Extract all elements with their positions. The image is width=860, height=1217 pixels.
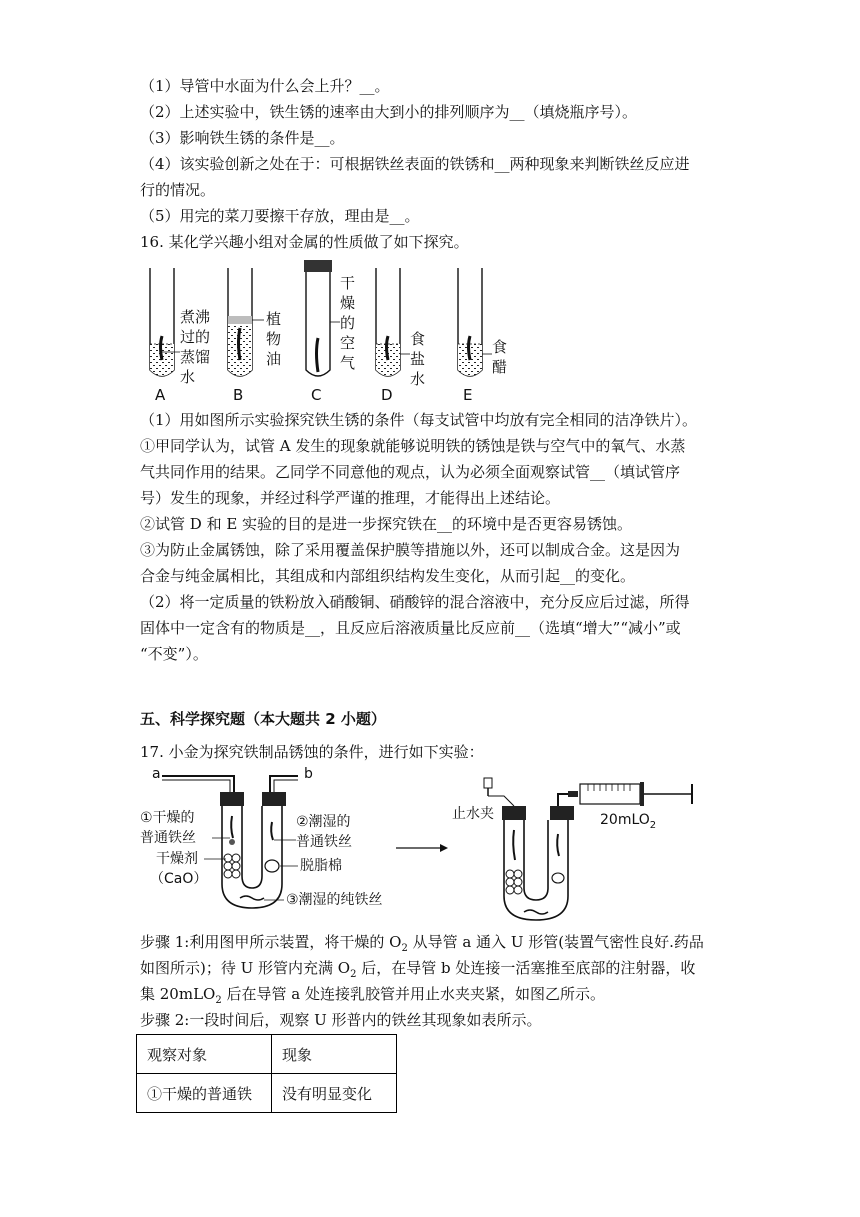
q15-item-3: （3）影响铁生锈的条件是__。 [140,129,345,147]
table-cell-object: ①干燥的普通铁 [137,1074,272,1113]
tube-d-label-2: 盐 [410,350,426,368]
q15-item-4: （4）该实验创新之处在于：可根据铁丝表面的铁锈和__两种现象来判断铁丝反应进 [140,155,690,173]
tube-a-label-4: 水 [180,368,196,386]
tube-d-label-3: 水 [410,370,426,388]
table-cell-phenomenon: 没有明显变化 [272,1074,397,1113]
observation-table [136,1034,397,1113]
tube-b [228,268,281,402]
q16-line-5: ②试管 D 和 E 实验的目的是进一步探究铁在__的环境中是否更容易锈蚀。 [140,515,633,533]
q16-line-4: 号）发生的现象，并经过科学严谨的推理，才能得出上述结论。 [140,489,561,507]
tube-c-label-5: 气 [340,354,356,372]
tube-c-letter: C [311,386,322,402]
q16-title: 16. 某化学兴趣小组对金属的性质做了如下探究。 [140,233,469,251]
tube-d-label-1: 食 [410,330,426,348]
label-pure-iron: ③潮湿的纯铁丝 [286,892,383,908]
tube-b-label-3: 油 [266,350,282,368]
tube-d [376,268,425,402]
tube-c-label-1: 干 [340,274,356,292]
clamp-icon [484,778,492,796]
q16-line-9: 固体中一定含有的物质是__，且反应后溶液质量比反应前__（选填“增大”“减小”或 [140,619,681,637]
tube-a-label-3: 蒸馏 [180,348,211,366]
tube-c [304,260,355,402]
apparatus-a [140,766,383,908]
q16-line-1: （1）用如图所示实验探究铁生锈的条件（每支试管中均放有完全相同的洁净铁片）。 [140,411,698,429]
q17-step1-line-1: 步骤 1:利用图甲所示装置，将干燥的 $O_2$ 从导管 a 通入 U 形管(装置气密性良好.药品 [140,933,704,954]
tube-e-label-2: 醋 [492,358,508,376]
label-a: a [152,766,161,782]
label-syringe: 20mLO$_2$ [600,812,657,831]
q15-item-5: （5）用完的菜刀要擦干存放，理由是__。 [140,207,420,225]
section-heading: 五、科学探究题（本大题共 2 小题） [140,710,386,728]
q16-line-6: ③为防止金属锈蚀，除了采用覆盖保护膜等措施以外，还可以制成合金。这是因为 [140,541,681,559]
table-row [137,1074,397,1113]
q15-item-4-cont: 行的情况。 [140,181,216,199]
table-header-object: 观察对象 [137,1035,272,1074]
q16-line-7: 合金与纯金属相比，其组成和内部组织结构发生变化，从而引起__的变化。 [140,567,636,585]
label-cao: （CaO） [150,871,208,887]
syringe-icon [580,782,692,806]
tube-d-letter: D [381,386,393,402]
tube-b-label-2: 物 [266,330,282,348]
label-dry-iron-2: 普通铁丝 [140,830,196,846]
label-wet-iron-1: ②潮湿的 [296,814,351,830]
tube-b-letter: B [233,386,244,402]
q17-step1-line-3: 集 20mLO$_2$ 后在导管 a 处连接乳胶管并用止水夹夹紧，如图乙所示。 [140,985,605,1006]
tube-e [458,268,507,402]
label-desiccant: 干燥剂 [156,851,198,867]
table-header-row [137,1035,397,1074]
q16-line-2: ①甲同学认为，试管 A 发生的现象就能够说明铁的锈蚀是铁与空气中的氧气、水蒸 [140,437,686,455]
tube-e-letter: E [463,386,473,402]
tube-a-label-1: 煮沸 [180,308,211,326]
q16-line-10: “不变”）。 [140,645,208,663]
tube-e-label-1: 食 [492,338,508,356]
label-wet-iron-2: 普通铁丝 [296,834,352,850]
tube-c-label-2: 燥 [340,294,356,312]
q17-step2: 步骤 2:一段时间后，观察 U 形普内的铁丝其现象如表所示。 [140,1011,542,1029]
q15-item-1: （1）导管中水面为什么会上升？__。 [140,77,390,95]
q15-item-2: （2）上述实验中，铁生锈的速率由大到小的排列顺序为__（填烧瓶序号）。 [140,103,638,121]
tube-c-label-4: 空 [340,334,356,352]
q16-test-tube-figure [140,256,530,402]
q17-title: 17. 小金为探究铁制品锈蚀的条件，进行如下实验： [140,743,484,761]
tube-b-label-1: 植 [266,310,282,328]
q17-u-tube-figure [140,766,710,926]
apparatus-b [452,778,692,920]
label-dry-iron-1: ①干燥的 [140,810,195,826]
table-header-phenomenon: 现象 [272,1035,397,1074]
tube-a [150,268,210,402]
tube-a-letter: A [155,386,166,402]
q16-line-8: （2）将一定质量的铁粉放入硝酸铜、硝酸锌的混合溶液中，充分反应后过滤，所得 [140,593,690,611]
q16-line-3: 气共同作用的结果。乙同学不同意他的观点，认为必须全面观察试管__（填试管序 [140,463,681,481]
label-clamp: 止水夹 [452,806,494,822]
tube-c-label-3: 的 [340,314,356,332]
arrow-icon [396,844,448,852]
label-b: b [304,766,313,782]
q17-step1-line-2: 如图所示)；待 U 形管内充满 $O_2$ 后，在导管 b 处连接一活塞推至底部的注射器，收 [140,959,696,980]
tube-a-label-2: 过的 [180,328,211,346]
label-cotton: 脱脂棉 [300,858,342,874]
